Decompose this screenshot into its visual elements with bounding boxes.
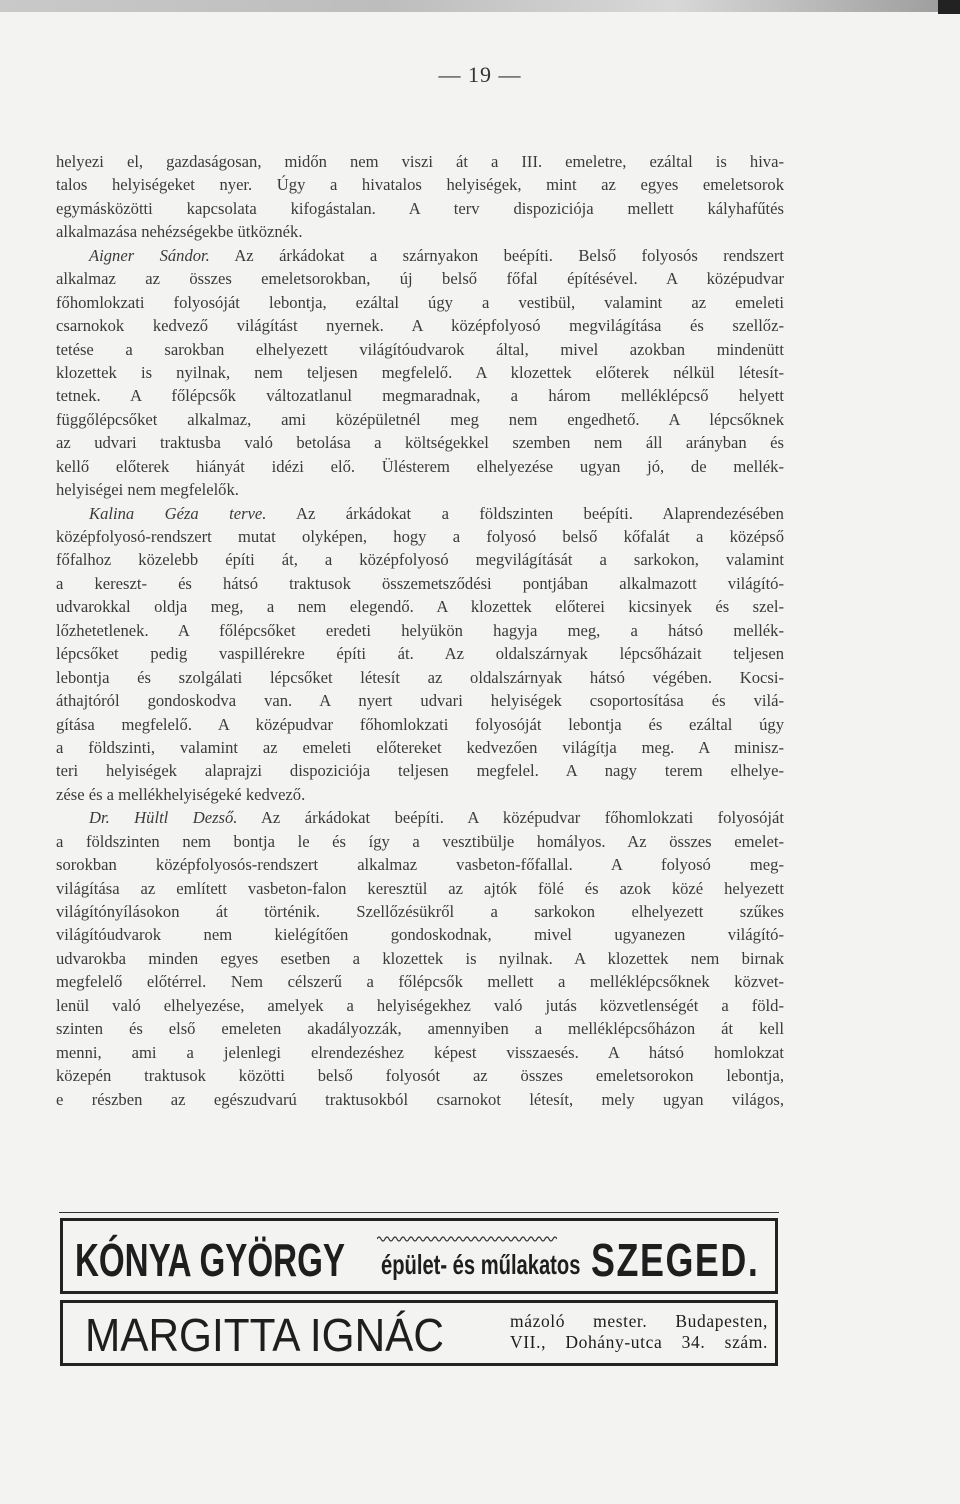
text-segment: Az árkádokat a földszinten beépíti. Alaprendezésében: [266, 503, 784, 523]
text-line: [56, 150, 784, 173]
text-line: [56, 314, 784, 337]
text-segment: világítónyílásokon át történik. Szellőzésükről a sarkokon elhelyezett szűkes: [56, 902, 784, 921]
text-line: [56, 853, 784, 876]
text-line: [56, 408, 784, 431]
text-line: [56, 361, 784, 384]
text-segment: e részben az egészudvarú traktusokból csarnokot létesít, mely ugyan világos,: [56, 1089, 784, 1109]
text-line: [56, 783, 784, 806]
text-line: [56, 830, 784, 853]
text-segment: sorokban középfolyosós-rendszert alkalmaz vasbeton-főfallal. A folyosó meg-: [56, 855, 784, 875]
text-line: [56, 1064, 784, 1087]
advertisement-margitta-ignac: [60, 1300, 778, 1366]
text-segment: tetnek. A főlépcsők változatlanul megmaradnak, a három melléklépcső helyett: [56, 386, 784, 406]
text-line: [56, 525, 784, 548]
text-segment: a kereszt- és hátsó traktusok összemetsződési pontjában alkalmazott világító-: [56, 573, 784, 593]
text-segment: középfolyosó-rendszert mutat olyképen, hogy a folyosó belső kőfalát a középső: [56, 527, 784, 546]
text-line: [56, 384, 784, 407]
text-segment: lőzhetetlenek. A főlépcsőket eredeti helyükön hagyja meg, a hátsó mellék-: [56, 620, 784, 640]
text-line: [56, 713, 784, 736]
ad-frame-line: [59, 1212, 779, 1213]
text-segment: helyezi el, gazdaságosan, midőn nem viszi át a III. emeletre, ezáltal is hiva-: [56, 152, 784, 171]
text-line: [56, 291, 784, 314]
ad-business-name: MARGITTA IGNÁC: [85, 1309, 444, 1361]
text-segment: zése és a mellékhelyiségeké kedvező.: [56, 784, 306, 804]
page-number: — 19 —: [438, 62, 522, 87]
text-segment: Az árkádokat a szárnyakon beépíti. Belső folyosós rendszert: [209, 245, 784, 265]
text-line: [56, 900, 784, 923]
text-line: [56, 1041, 784, 1064]
ad-address-line: VII., Dohány-utca 34. szám.: [510, 1332, 768, 1352]
text-segment: talos helyiségeket nyer. Úgy a hivatalos helyiségek, mint az egyes emeletsorok: [56, 175, 784, 195]
text-segment: a földszinten nem bontja le és így a vesztibülje homályos. Az összes emelet-: [56, 831, 784, 851]
text-segment: teri helyiségek alaprajzi dispoziciója teljesen megfelel. A nagy terem elhelye-: [56, 761, 784, 781]
text-segment: világítóudvarok nem kielégítően gondoskodnak, mivel ugyanezen világító-: [56, 925, 784, 945]
author-name: Aigner Sándor.: [89, 245, 210, 265]
text-line: [56, 502, 784, 525]
text-segment: Az árkádokat beépíti. A középudvar főhomlokzati folyosóját: [237, 808, 784, 828]
ad-address: [510, 1311, 768, 1353]
text-segment: a földszinti, valamint az emeleti előtereket kedvezően világítja meg. A minisz-: [56, 737, 784, 757]
text-line: [56, 267, 784, 290]
text-segment: áthajtóról gondoskodva van. A nyert udvari helyiségek csoportosítása és vilá-: [56, 691, 784, 711]
text-line: [56, 455, 784, 478]
text-segment: egymásközötti kapcsolata kifogástalan. A terv dispoziciója mellett kályhafűtés: [56, 198, 784, 218]
text-line: [56, 197, 784, 220]
text-segment: szinten és első emeleten akadályozzák, amennyiben a melléklépcsőházon át kell: [56, 1019, 784, 1039]
author-name: Kalina Géza terve.: [89, 503, 267, 523]
text-segment: főhomlokzati folyosóját lebontja, ezáltal úgy a vestibül, valamint az emeleti: [56, 292, 784, 312]
author-name: Dr. Hültl Dezső.: [89, 808, 238, 828]
text-segment: lépcsőket pedig vaspillérekre építi át. Az oldalszárnyak lépcsőházait teljesen: [56, 644, 784, 664]
ad-address-line: mázoló mester. Budapesten,: [510, 1311, 768, 1331]
text-segment: megfelelő előtérrel. Nem célszerű a főlépcsők mellett a melléklépcsőknek közvet-: [56, 972, 784, 992]
text-segment: alkalmazása nehézségekbe ütköznék.: [56, 222, 303, 242]
body-text: [56, 150, 784, 1111]
text-line: [56, 595, 784, 618]
scan-top-strip: [0, 0, 960, 12]
text-line: [56, 1088, 784, 1111]
text-segment: tetése a sarokban elhelyezett világítóudvarok által, mivel azokban mindenütt: [56, 339, 784, 359]
scan-corner-mark: [938, 0, 960, 14]
text-line: [56, 478, 784, 501]
text-segment: főfalhoz közelebb építi át, a középfolyosó megvilágítását a sarkokon, valamint: [56, 550, 784, 570]
text-line: [56, 220, 784, 243]
ad-trade: épület- és műlakatos: [381, 1249, 581, 1280]
text-segment: az udvari traktusba való betolása a költségekkel szemben nem áll arányban és: [56, 433, 784, 453]
text-line: [56, 1017, 784, 1040]
text-segment: lenül való elhelyezése, amelyek a helyiségekhez való jutás közvetlenségét a föld-: [56, 995, 784, 1015]
ornament-wave-icon: [377, 1235, 557, 1243]
text-line: [56, 572, 784, 595]
advertisement-konya-gyorgy: [60, 1218, 778, 1294]
ad-city: SZEGED.: [591, 1234, 760, 1286]
text-segment: menni, ami a jelenlegi elrendezéshez képest visszaesés. A hátsó homlokzat: [56, 1042, 784, 1062]
text-segment: gítása megfelelő. A középudvar főhomlokzati folyosóját lebontja és ezáltal úgy: [56, 714, 784, 734]
text-line: [56, 947, 784, 970]
text-line: [56, 877, 784, 900]
text-segment: világítása az említett vasbeton-falon keresztül az ajtók fölé és azok közé helyezett: [56, 878, 784, 898]
text-line: [56, 666, 784, 689]
text-line: [56, 244, 784, 267]
text-segment: udvarokba minden egyes esetben a klozettek is nyilnak. A klozettek nem birnak: [56, 948, 784, 968]
text-line: [56, 689, 784, 712]
text-line: [56, 642, 784, 665]
text-line: [56, 619, 784, 642]
text-line: [56, 970, 784, 993]
text-segment: alkalmaz az összes emeletsorokban, új belső főfal építésével. A középudvar: [56, 269, 784, 289]
text-segment: klozettek is nyilnak, nem teljesen megfelelő. A klozettek előterek nélkül létesít-: [56, 362, 784, 382]
text-line: [56, 994, 784, 1017]
text-segment: csarnokok kedvező világítást nyernek. A középfolyosó megvilágítása és szellőz-: [56, 316, 784, 336]
text-line: [56, 338, 784, 361]
text-segment: függőlépcsőket alkalmaz, ami középületnél meg nem engedhető. A lépcsőknek: [56, 409, 784, 429]
text-line: [56, 431, 784, 454]
text-line: [56, 736, 784, 759]
text-segment: helyiségei nem megfelelők.: [56, 480, 239, 500]
text-segment: közepén traktusok közötti belső folyosót az összes emeletsorokon lebontja,: [56, 1066, 784, 1086]
text-line: [56, 173, 784, 196]
text-line: [56, 806, 784, 829]
text-line: [56, 759, 784, 782]
ad-business-name: KÓNYA GYÖRGY: [75, 1234, 345, 1286]
text-segment: lebontja és szolgálati lépcsőket létesít az oldalszárnyak hátsó végében. Kocsi-: [56, 667, 784, 687]
text-segment: kellő előterek hiányát idézi elő. Ülésterem elhelyezése ugyan jó, de mellék-: [56, 456, 784, 476]
text-segment: udvarokkal oldja meg, a nem elegendő. A klozettek előterei kicsinyek és szel-: [56, 597, 784, 617]
text-line: [56, 548, 784, 571]
text-line: [56, 923, 784, 946]
